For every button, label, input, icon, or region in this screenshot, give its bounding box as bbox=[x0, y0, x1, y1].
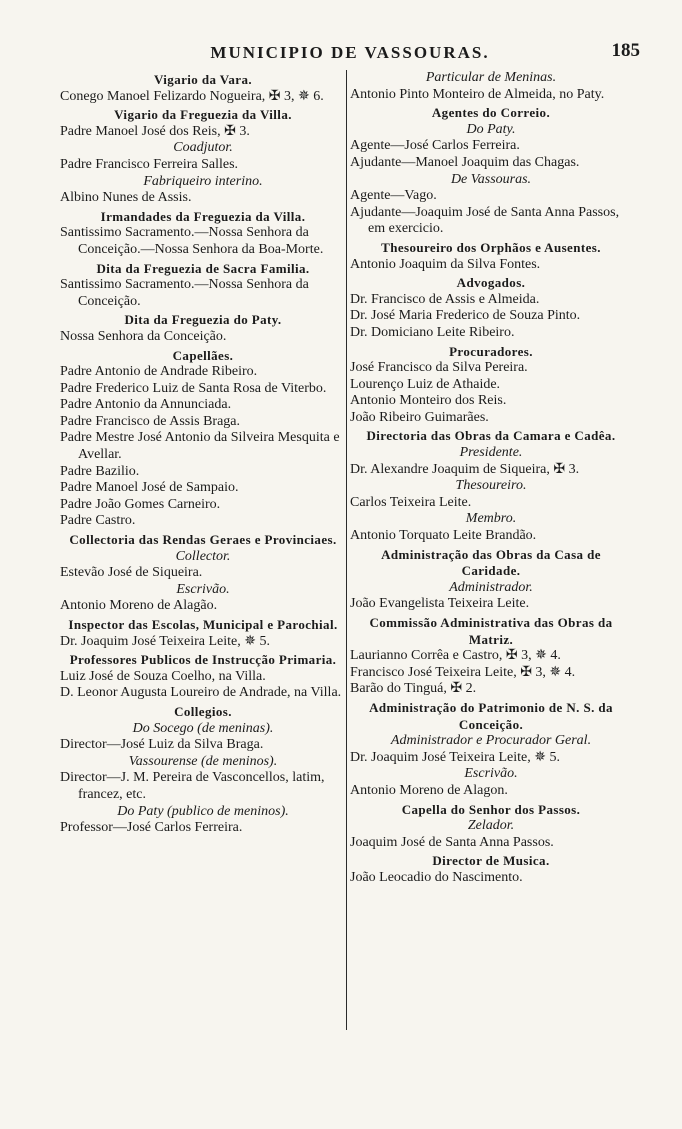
directory-entry: Padre Francisco Ferreira Salles. bbox=[60, 156, 239, 172]
directory-entry: Barão do Tinguá, ✠ 2. bbox=[350, 681, 477, 697]
role-subheading: Do Paty. bbox=[466, 121, 516, 137]
directory-entry: Director—José Luiz da Silva Braga. bbox=[60, 737, 264, 753]
directory-entry: Luiz José de Souza Coelho, na Villa. bbox=[60, 668, 266, 684]
directory-entry: Antonio Joaquim da Silva Fontes. bbox=[350, 256, 541, 272]
section-heading: Collectoria das Rendas Geraes e Provinciaes. bbox=[69, 532, 337, 548]
directory-entry: Dr. Joaquim José Teixeira Leite, ✵ 5. bbox=[60, 633, 270, 649]
section-heading: Thesoureiro dos Orphãos e Ausentes. bbox=[381, 239, 601, 255]
section-heading: Advogados. bbox=[456, 275, 526, 291]
role-subheading: Do Paty (publico de meninos). bbox=[117, 803, 289, 819]
section-heading: Vigario da Vara. bbox=[153, 72, 252, 87]
directory-entry: Ajudante—Joaquim José de Santa Anna Passos, em exercicio. bbox=[350, 204, 620, 237]
role-subheading: Coadjutor. bbox=[173, 140, 233, 156]
role-subheading: Presidente. bbox=[459, 445, 523, 461]
role-subheading: Thesoureiro. bbox=[455, 478, 527, 494]
directory-entry: João Evangelista Teixeira Leite. bbox=[350, 596, 530, 612]
directory-entry: Dr. José Maria Frederico de Souza Pinto. bbox=[350, 308, 581, 324]
directory-entry: Dr. Francisco de Assis e Almeida. bbox=[350, 291, 540, 307]
directory-entry: D. Leonor Augusta Loureiro de Andrade, na Villa. bbox=[60, 685, 342, 701]
page-title: MUNICIPIO DE VASSOURAS. bbox=[210, 43, 490, 62]
role-subheading: Vassourense (de meninos). bbox=[128, 753, 278, 769]
directory-entry: Padre Francisco de Assis Braga. bbox=[60, 413, 241, 429]
directory-entry: Antonio Torquato Leite Brandão. bbox=[350, 528, 537, 544]
directory-entry: Francisco José Teixeira Leite, ✠ 3, ✵ 4. bbox=[350, 664, 576, 680]
directory-entry: Padre Mestre José Antonio da Silveira Mesquita e Avellar. bbox=[60, 430, 340, 463]
section-heading: Commissão Administrativa das Obras da Matriz. bbox=[369, 615, 613, 647]
directory-entry: Padre Castro. bbox=[60, 513, 136, 529]
directory-entry: Carlos Teixeira Leite. bbox=[350, 494, 472, 510]
directory-entry: Nossa Senhora da Conceição. bbox=[60, 328, 227, 344]
column-divider bbox=[346, 70, 347, 1030]
directory-entry: João Ribeiro Guimarães. bbox=[350, 409, 489, 425]
directory-entry: Estevão José de Siqueira. bbox=[60, 565, 203, 581]
role-subheading: Do Socego (de meninas). bbox=[132, 720, 274, 736]
right-column bbox=[350, 70, 632, 887]
directory-entry: Agente—José Carlos Ferreira. bbox=[350, 138, 520, 154]
directory-entry: Antonio Moreno de Alagon. bbox=[350, 782, 508, 798]
role-subheading: Fabriqueiro interino. bbox=[143, 173, 263, 189]
section-heading: Vigario da Freguezia da Villa. bbox=[114, 107, 292, 123]
directory-entry: Dr. Domiciano Leite Ribeiro. bbox=[350, 324, 515, 340]
directory-entry: João Leocadio do Nascimento. bbox=[350, 869, 523, 885]
directory-entry: José Francisco da Silva Pereira. bbox=[350, 360, 528, 376]
directory-entry: Joaquim José de Santa Anna Passos. bbox=[350, 834, 554, 850]
directory-entry: Director—J. M. Pereira de Vasconcellos, latim, francez, etc. bbox=[60, 770, 325, 802]
directory-entry: Lourenço Luiz de Athaide. bbox=[350, 376, 501, 392]
page-header bbox=[60, 40, 640, 66]
directory-entry: Padre Manoel José de Sampaio. bbox=[60, 480, 239, 496]
directory-entry: Laurianno Corrêa e Castro, ✠ 3, ✵ 4. bbox=[350, 648, 561, 664]
section-heading: Administração do Patrimonio de N. S. da Conceição. bbox=[369, 699, 613, 732]
section-heading: Capellães. bbox=[172, 347, 234, 363]
directory-entry: Professor—José Carlos Ferreira. bbox=[60, 820, 243, 836]
directory-entry: Antonio Monteiro dos Reis. bbox=[350, 393, 507, 409]
section-heading: Dita da Freguezia do Paty. bbox=[124, 312, 282, 328]
section-heading: Capella do Senhor dos Passos. bbox=[401, 801, 581, 817]
directory-entry: Ajudante—Manoel Joaquim das Chagas. bbox=[350, 154, 580, 170]
directory-entry: Padre Antonio da Annunciada. bbox=[60, 397, 232, 413]
directory-entry: Dr. Alexandre Joaquim de Siqueira, ✠ 3. bbox=[350, 461, 580, 477]
role-subheading: Escrivão. bbox=[176, 581, 230, 597]
left-column bbox=[60, 70, 346, 837]
directory-entry: Agente—Vago. bbox=[350, 188, 437, 204]
directory-entry: Santissimo Sacramento.—Nossa Senhora da Conceição. bbox=[60, 277, 309, 309]
directory-entry: Padre Manoel José dos Reis, ✠ 3. bbox=[60, 123, 250, 139]
role-subheading: Collector. bbox=[175, 548, 231, 564]
role-subheading: Administrador e Procurador Geral. bbox=[390, 733, 592, 749]
directory-entry: Padre Antonio de Andrade Ribeiro. bbox=[60, 364, 258, 380]
role-subheading: Zelador. bbox=[467, 818, 515, 834]
role-subheading: De Vassouras. bbox=[450, 171, 532, 187]
role-subheading: Administrador. bbox=[449, 579, 533, 595]
section-heading: Dita da Freguezia de Sacra Familia. bbox=[96, 260, 310, 276]
role-subheading: Particular de Meninas. bbox=[425, 70, 557, 85]
role-subheading: Escrivão. bbox=[464, 766, 518, 782]
section-heading: Inspector das Escolas, Municipal e Parochial. bbox=[68, 617, 338, 632]
role-subheading: Membro. bbox=[465, 511, 517, 527]
page-number: 185 bbox=[611, 40, 640, 61]
directory-entry: Dr. Joaquim José Teixeira Leite, ✵ 5. bbox=[350, 749, 560, 765]
directory-entry: Albino Nunes de Assis. bbox=[60, 190, 192, 206]
section-heading: Collegios. bbox=[174, 703, 232, 719]
directory-entry: Antonio Pinto Monteiro de Almeida, no Paty. bbox=[350, 86, 605, 102]
section-heading: Directoria das Obras da Camara e Cadêa. bbox=[366, 428, 616, 444]
directory-entry: Padre Bazilio. bbox=[60, 463, 140, 479]
section-heading: Procuradores. bbox=[449, 343, 533, 359]
directory-entry: Padre João Gomes Carneiro. bbox=[60, 496, 221, 512]
directory-entry: Santissimo Sacramento.—Nossa Senhora da Conceição.—Nossa Senhora da Boa-Morte. bbox=[60, 225, 324, 257]
section-heading: Administração das Obras da Casa de Caridade. bbox=[381, 546, 601, 579]
section-heading: Director de Musica. bbox=[432, 853, 550, 869]
directory-entry: Conego Manoel Felizardo Nogueira, ✠ 3, ✵ 6. bbox=[60, 88, 324, 104]
section-heading: Irmandades da Freguezia da Villa. bbox=[100, 208, 306, 224]
directory-entry: Antonio Moreno de Alagão. bbox=[60, 598, 218, 614]
section-heading: Professores Publicos de Instrucção Primaria. bbox=[69, 652, 337, 668]
section-heading: Agentes do Correio. bbox=[431, 105, 551, 121]
directory-entry: Padre Frederico Luiz de Santa Rosa de Viterbo. bbox=[60, 380, 327, 396]
